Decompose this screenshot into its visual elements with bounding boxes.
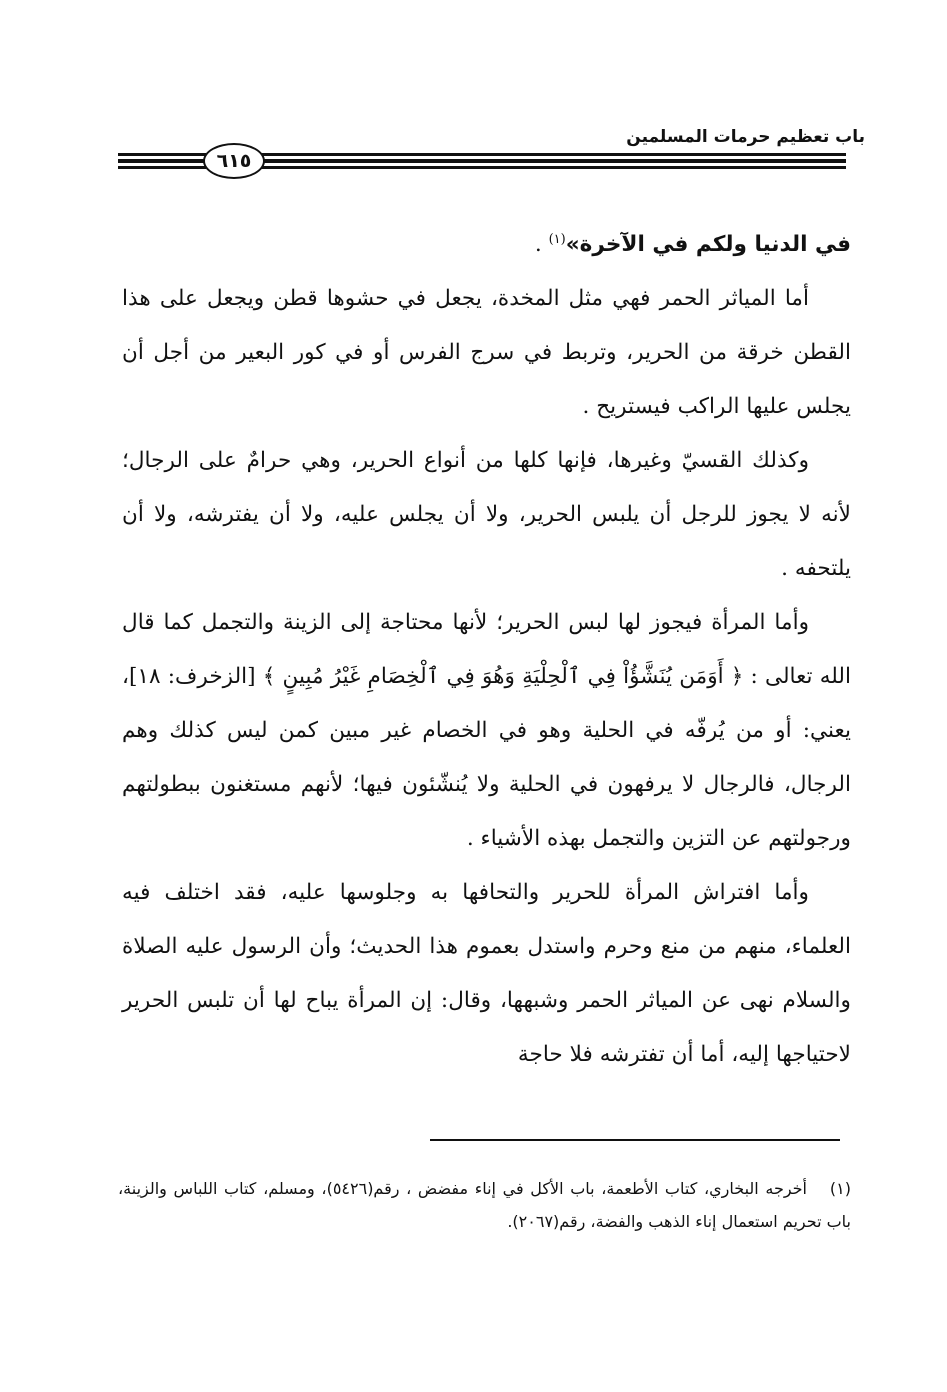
paragraph-woman-silk <box>122 596 851 866</box>
paragraph-qassi: وكذلك القسيّ وغيرها، فإنها كلها من أنواع الحرير، وهي حرامٌ على الرجال؛ لأنه لا يجوز للرجل أن يلبس الحرير، ولا أن يجلس عليه، ولا أن يفترشه، ولا أن يلتحفه . <box>122 448 851 581</box>
header-rule <box>118 166 206 169</box>
running-title: باب تعظيم حرمات المسلمين <box>626 127 865 147</box>
hadith-ending: في الدنيا ولكم في الآخرة» <box>565 232 851 257</box>
footnote-marker: (١) <box>829 1179 852 1198</box>
paragraph-mayathir: أما المياثر الحمر فهي مثل المخدة، يجعل في حشوها قطن ويجعل على هذا القطن خرقة من الحرير، وتربط في سرج الفرس أو في كور البعير من أجل أن يجلس عليها الراكب فيستريح . <box>122 286 851 419</box>
header-rule <box>118 153 206 156</box>
main-text <box>122 218 851 1082</box>
page-number: ٦١٥ <box>203 143 265 179</box>
header-rule <box>118 159 206 163</box>
footnotes <box>118 1172 851 1238</box>
footnote-separator <box>430 1139 840 1141</box>
quran-verse: ﴿ أَوَمَن يُنَشَّؤُاْ فِي ٱلْحِلْيَةِ وَهُوَ فِي ٱلْخِصَامِ غَيْرُ مُبِينٍ ﴾ <box>262 664 744 689</box>
header-rule <box>258 159 846 163</box>
paragraph-text: [الزخرف: ١٨]، يعني: أو من يُرفّه في الحلية وهو في الخصام غير مبين كمن ليس كذلك وهم الرجال، فالرجال لا يرفهون في الحلية ولا يُنشّئون فيها؛ لأنهم مستغنون ببطولتهم ورجولتهم عن التزين والتجمل بهذه الأشياء . <box>122 664 851 851</box>
footnote-ref[interactable]: (١) <box>548 232 566 247</box>
hadith-ending-punct: . <box>534 232 549 257</box>
footnote <box>118 1172 851 1238</box>
paragraph-text: وأما المرأة فيجوز لها لبس الحرير؛ لأنها محتاجة إلى الزينة والتجمل كما قال الله تعالى : <box>122 610 851 689</box>
opening-line <box>122 218 851 272</box>
header-rule <box>258 153 846 156</box>
paragraph-ifterash: وأما افتراش المرأة للحرير والتحافها به وجلوسها عليه، فقد اختلف فيه العلماء، منهم من منع وحرم واستدل بعموم هذا الحديث؛ وأن الرسول عليه الصلاة والسلام نهى عن المياثر الحمر وشبهها، وقال: إن المرأة يباح لها أن تلبس الحرير لاحتياجها إليه، أما أن تفترشه فلا حاجة <box>122 880 851 1067</box>
footnote-text: أخرجه البخاري، كتاب الأطعمة، باب الأكل في إناء مفضض ، رقم(٥٤٢٦)، ومسلم، كتاب اللباس والزينة، باب تحريم استعمال إناء الذهب والفضة، رقم(٢٠٦٧). <box>118 1179 851 1231</box>
header-rule <box>258 166 846 169</box>
